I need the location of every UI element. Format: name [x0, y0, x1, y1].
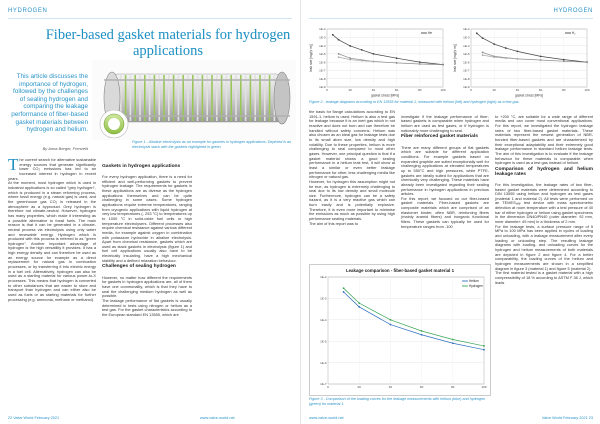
electrode-plate — [187, 75, 189, 121]
y-tick-label: 1E-3 — [463, 35, 470, 40]
x-tick-label: 0 — [326, 88, 328, 92]
electrode-plate — [178, 75, 180, 121]
y-tick-label: 1E-2 — [463, 27, 470, 32]
x-tick-label: 20 — [357, 385, 361, 389]
chart-svg — [310, 265, 490, 395]
x-tick-label: 20 — [492, 88, 496, 92]
x-tick-label: 80 — [451, 385, 455, 389]
data-point — [505, 47, 507, 49]
data-point — [332, 34, 334, 36]
data-point — [338, 56, 340, 58]
data-point — [505, 57, 507, 59]
column-4 — [401, 110, 489, 260]
electrode-plate — [197, 75, 199, 121]
data-point — [563, 60, 565, 62]
right-page — [300, 0, 600, 424]
y-tick-label: 1E-5 — [463, 52, 470, 57]
gasket-plate — [163, 75, 165, 121]
y-tick-label: 1E-2 — [320, 275, 327, 280]
legend-label: Hydrogen — [469, 284, 483, 289]
y-tick-label: 1E-6 — [319, 60, 326, 65]
data-point — [442, 64, 444, 66]
data-point — [517, 58, 519, 60]
footer-left: 22 Valve World February 2021 — [8, 416, 60, 420]
gasket-plate — [202, 75, 204, 121]
gasket-plate — [144, 75, 146, 121]
electrode-plate — [158, 75, 160, 121]
data-point — [338, 39, 340, 41]
y-tick-label: 1E-5 — [320, 339, 327, 344]
gasket-plate — [211, 75, 213, 121]
data-point — [540, 59, 542, 61]
x-axis-label: gasket stress [MPa] — [371, 93, 399, 98]
column-4-heading: Fiber reinforced gasket materials — [401, 134, 478, 140]
x-tick-label: 80 — [562, 88, 566, 92]
x-tick-label: 100 — [440, 88, 446, 92]
gasket-plate — [125, 75, 127, 121]
data-point — [476, 32, 478, 34]
data-point — [343, 287, 345, 289]
data-point — [390, 319, 392, 321]
footer-mid-left: www.valve-world.net — [200, 416, 235, 420]
data-point — [373, 61, 375, 63]
y-tick-label: 1E-8 — [463, 76, 470, 81]
gasket-plate — [250, 75, 252, 121]
data-point — [493, 56, 495, 58]
gasket-plate — [192, 75, 194, 121]
data-point — [452, 342, 454, 344]
plot-area — [327, 29, 443, 87]
y-tick-label: 1E-2 — [319, 27, 326, 32]
chart-svg — [453, 24, 593, 98]
electrode-plate — [139, 75, 141, 121]
electrode-plate — [254, 75, 256, 121]
y-tick-label: 1E-9 — [319, 85, 326, 90]
column-1-text: he current search for alternative sustainable energy sources that generate significantly lower CO₂ emissions has led to an increased interest in hydrogen in recent years. At the moment, most hydrogen which is used in industrial applications is so called "grey hydrogen", which is produced in a steam reforming process, where fossil energy (e.g. natural gas) is used, and the greenhouse gas CO₂ is released in the atmosphere as a byproduct. Grey hydrogen is therefore not climate-neutral. However, hydrogen has many properties, which make it interesting as a possible alternative to fossil fuels. The main reason is that it can be generated in a climate-neutral process via electrolysis using only water and renewable energy. Hydrogen which is produced with this process is referred to as "green hydrogen". Another important advantage of hydrogen is the high versatility it provides. It has a high energy density and can therefore be used as an energy source for example as a direct replacement for natural gas in combustion processes, or by transferring it into electric energy in a fuel cell. Alternatively, hydrogen can also be used as a starting material for various power-to-X processes. This means that hydrogen is converted to other substances that are easier to store and transport than hydrogen and can either also be used as fuels or as starting materials for further processing (e.g. ammonia, methane or methanol). — [8, 157, 96, 302]
figure-1-electrolysis-stack — [92, 60, 296, 153]
data-point — [482, 51, 484, 53]
footer-mid-right: www.valve-world.net — [309, 416, 344, 420]
electrode-plate — [168, 75, 170, 121]
column-5-text-2: For this investigation, the leakage rates of two fiber-based gasket materials were determined according to DIN 13555 using helium and hydrogen as test gases (material 1 and material 2). All tests were performed on an TEMESₛₑₐₗ test device with mass spectrometric detection at room temperature with a test pressure of 40 bar of either hydrogen or helium using gasket specimens in the dimension DN40/PN40 (outer diameter: 92 mm, inner diameter: 49 mm) in a thickness of 2 mm. For the leakage tests, a surface pressure range of 5 MPa to 100 MPa has been applied in cycles of loading and unloading, with a leakage measurement after every loading or unloading step. The resulting leakage diagrams with loading- and unloading curves for the hydrogen and helium measurements of both materials are depicted in figure 2 and figure 4. For a better comparability, the loading curves of the helium and hydrogen measurements are shown in a simplified diagram in figure 3 (material 1) and figure 5 (material 2). The first material tested is a gasket material with a high compressibility of 18 % according to ASTM F 36 J, which leads — [495, 181, 593, 285]
y-tick-label: 1E-3 — [320, 296, 327, 301]
stack-body — [104, 72, 290, 124]
article-intro: This article discusses the importance of hydrogen, followed by the challenges of sealing hydrogen and comparing the leakage performance of fiber-based gasket materials between hydrogen and helium. — [11, 73, 88, 134]
data-point — [586, 61, 588, 63]
data-point — [338, 53, 340, 55]
column-2-text: For every hydrogen application, there is a need for efficient and well-performing gaskets to prevent hydrogen leakage. The requirements for gaskets in these applications are as diverse as the hydrogen applications themselves and can be quite challenging in some cases. Some hydrogen applications require extreme temperatures, ranging from cryogenic applications with liquid hydrogen at very low temperatures (- 253 °C) to temperatures up to 1000 °C in solid-oxide fuel cells or high temperature electrolysers. Different processes also require chemical resistance against various different media, for example against oxygen in combination with potassium hydroxide in alkaline electrolysis. Apart from chemical resistance, gaskets which are used as stack gaskets in electrolysis (figure 1) and fuel cell applications usually also have to be electrically insulating, have a high mechanical stability and a defined relaxation behaviour. — [102, 173, 192, 263]
y-tick-label: 1E-7 — [320, 382, 327, 387]
column-5-heading: Comparison of hydrogen and helium leakage rates — [495, 166, 593, 177]
data-point — [390, 324, 392, 326]
footer-right: Valve World February 2021 23 — [541, 416, 593, 420]
column-3-text: the basis for flange calculations according to EN 1591-1, helium is used. Helium is also a test gas for leakage because it is an inert gas which in not reactive and does not burn and can therefore be handled without safety concerns. Helium was also chosen as an ideal gas for leakage tests due to its small atom size, low density and high volatility. Due to these properties, helium is more challenging to seal compared to most other gases. However, one principal question is that if a gasket material shows a good sealing performance in a helium leak test, it will show at least a similar or even better leakage performance for other, less challenging media like nitrogen or natural gas. However, for hydrogen this assumption might not be true, as hydrogen is extremely challenging to seal due to its low density and small molecule size. Furthermore, hydrogen can be a safety hazard, as it is a very reactive gas which can burn easily and is potentially explosive. Therefore, it is even more important to minimise the emissions as much as possible by using high performance sealing materials. The aim of this report was to — [309, 110, 395, 226]
x-tick-label: 60 — [538, 88, 543, 92]
y-tick-label: 1E-4 — [463, 43, 470, 48]
header-rule-left — [8, 18, 292, 19]
column-2 — [102, 158, 192, 318]
section-label-right: HYDROGEN — [553, 8, 593, 14]
column-2-heading: Gaskets in hydrogen applications — [102, 163, 181, 169]
gasket-plate — [173, 75, 175, 121]
gasket-plate — [134, 75, 136, 121]
chart-title: Leakage comparison - fiber-based gasket material 1 — [345, 268, 455, 273]
y-tick-label: 1E-4 — [319, 43, 326, 48]
column-5 — [495, 110, 593, 414]
plot-area — [328, 277, 484, 384]
y-tick-label: 1E-3 — [319, 35, 326, 40]
electrode-plate — [226, 75, 228, 121]
y-tick-label: 1E-5 — [319, 52, 326, 57]
drop-cap: T — [8, 155, 19, 174]
plot-area — [471, 29, 587, 87]
data-point — [483, 345, 485, 347]
y-axis-label: leak rate [mg/(s·m)] — [309, 44, 313, 72]
data-point — [419, 61, 421, 63]
y-tick-label: 1E-8 — [319, 76, 326, 81]
gasket-plate — [182, 75, 184, 121]
x-tick-label: 60 — [394, 88, 399, 92]
legend-label: Helium — [469, 279, 479, 284]
electrode-plate — [264, 75, 266, 121]
data-point — [452, 339, 454, 341]
data-point — [421, 330, 423, 332]
data-point — [540, 55, 542, 57]
figure-2-caption: Figure 2 - leakage diagrams according to EN 13555 for material 1, measured with helium (left) and hydrogen (right) as a test gas. — [309, 100, 520, 104]
x-tick-label: 40 — [515, 88, 520, 92]
electrode-plate — [149, 75, 151, 121]
x-axis-label: gasket stress [MPa] — [515, 93, 543, 98]
figure-3-caption: Figure 3 - Comparison of the loading curves for the leakage measurements with helium (blue) and hydrogen (green) for material 1. — [309, 397, 486, 406]
y-tick-label: 1E-6 — [463, 60, 470, 65]
y-tick-label: 1E-9 — [463, 85, 470, 90]
data-point — [419, 63, 421, 65]
article-title: Fiber-based gasket materials for hydrogen applications — [45, 27, 291, 59]
y-tick-label: 1E-6 — [320, 360, 327, 365]
x-tick-label: 20 — [348, 88, 352, 92]
electrode-plate — [130, 75, 132, 121]
x-tick-label: 40 — [388, 385, 393, 389]
gasket-plate — [230, 75, 232, 121]
section-label-left: HYDROGEN — [8, 8, 48, 14]
gasket-plate — [221, 75, 223, 121]
x-tick-label: 100 — [481, 385, 487, 389]
electrode-plate — [206, 75, 208, 121]
column-4-text: investigate if the leakage performance of fiber-based gaskets is comparable when hydrogen and helium are used as test gases, or if hydrogen is noticeably more challenging to seal. — [401, 113, 489, 133]
leakage-comparison-chart — [309, 264, 491, 396]
legend-label: H₂ — [572, 31, 576, 36]
data-point — [563, 59, 565, 61]
column-2-heading-2: Challenges of sealing hydrogen — [102, 264, 176, 270]
leakage-chart-hydrogen — [453, 24, 593, 98]
data-point — [421, 334, 423, 336]
y-tick-label: 1E-7 — [463, 68, 470, 73]
x-tick-label: 60 — [419, 385, 424, 389]
leakage-chart-helium — [309, 24, 449, 98]
column-5-text: to +200 °C, are suitable for a wide range of different media and can cover most conventional applications. For this report, we investigated the hydrogen leakage rates of two fiber-based gasket materials. These materials represent the newest generation of NBR-bonded fiber-based gaskets and are characterized by their exceptional adaptability and their extremely good leakage performance in standard helium leakage tests. The aim of this investigation is to evaluate if the leakage behaviour for these materials is comparable when hydrogen is used as a test gas instead of helium. — [495, 113, 593, 166]
electrolysis-stack-illustration — [92, 60, 296, 153]
data-point — [361, 60, 363, 62]
data-point — [482, 54, 484, 56]
column-3 — [309, 110, 395, 260]
electrode-plate — [235, 75, 237, 121]
data-point — [343, 291, 345, 293]
gasket-plate — [154, 75, 156, 121]
data-point — [483, 349, 485, 351]
electrode-plate — [216, 75, 218, 121]
data-point — [358, 306, 360, 308]
column-4-text-2: There are many different groups of flat gaskets which are suitable for different application conditions. For example gaskets based on expanded graphite are suited exceptionally well for challenging applications at elevated temperatures up to 550°C and high pressures, while PTFE-gaskets are ideally suited for applications that are chemically very challenging. These materials have already been investigated regarding their sealing performance in hydrogen applications in previous articles. For this report, we focused on our fiber-based gasket materials. Fiber-based gaskets are composite materials which are comprised of an elastomer binder, often NBR, reinforcing fibers (mainly aramid fibers) and inorganic functional fillers. These gaskets can typically be used for temperature ranges from -100 — [401, 144, 489, 229]
column-1 — [8, 155, 96, 302]
data-point — [396, 62, 398, 64]
data-point — [361, 49, 363, 51]
data-point — [517, 50, 519, 52]
y-tick-label: 1E-7 — [319, 68, 326, 73]
data-point — [373, 53, 375, 55]
column-2-text-2: However, no matter how different the requirements for gaskets in hydrogen applications are, all of them have one commonality, which is that they have to seal the challenging medium hydrogen as well as possible. The leakage performance of flat gaskets is usually determined in tests using nitrogen or helium as a test gas. For the gasket characteristics according to the European standard EN 13555, which are — [102, 274, 192, 317]
data-point — [358, 302, 360, 304]
x-tick-label: 100 — [584, 88, 590, 92]
article-byline: By Anna Berger, Frenzelit — [42, 146, 88, 151]
gasket-detail-inset — [100, 110, 128, 138]
header-rule-right — [309, 18, 593, 19]
data-point — [493, 43, 495, 45]
x-tick-label: 40 — [371, 88, 376, 92]
gasket-plate — [259, 75, 261, 121]
y-tick-label: 1E-4 — [320, 318, 327, 322]
gasket-plate — [240, 75, 242, 121]
electrode-plate — [245, 75, 247, 121]
y-axis-label: leak rate [mg/(s·m)] — [453, 44, 457, 72]
data-point — [349, 59, 351, 61]
gasket-plate — [269, 75, 271, 121]
x-tick-label: 0 — [470, 88, 472, 92]
x-tick-label: 80 — [418, 88, 422, 92]
legend-label: He — [428, 31, 433, 36]
x-tick-label: 0 — [327, 385, 329, 389]
data-point — [482, 37, 484, 39]
chart-svg — [309, 24, 449, 98]
data-point — [396, 57, 398, 59]
data-point — [349, 45, 351, 47]
figure-1-caption: Figure 1 - Alkaline electrolysis as an example for gaskets in hydrogen applications. Depicted is an electrolysis stack with the gaskets highlighted in green. — [132, 140, 292, 149]
